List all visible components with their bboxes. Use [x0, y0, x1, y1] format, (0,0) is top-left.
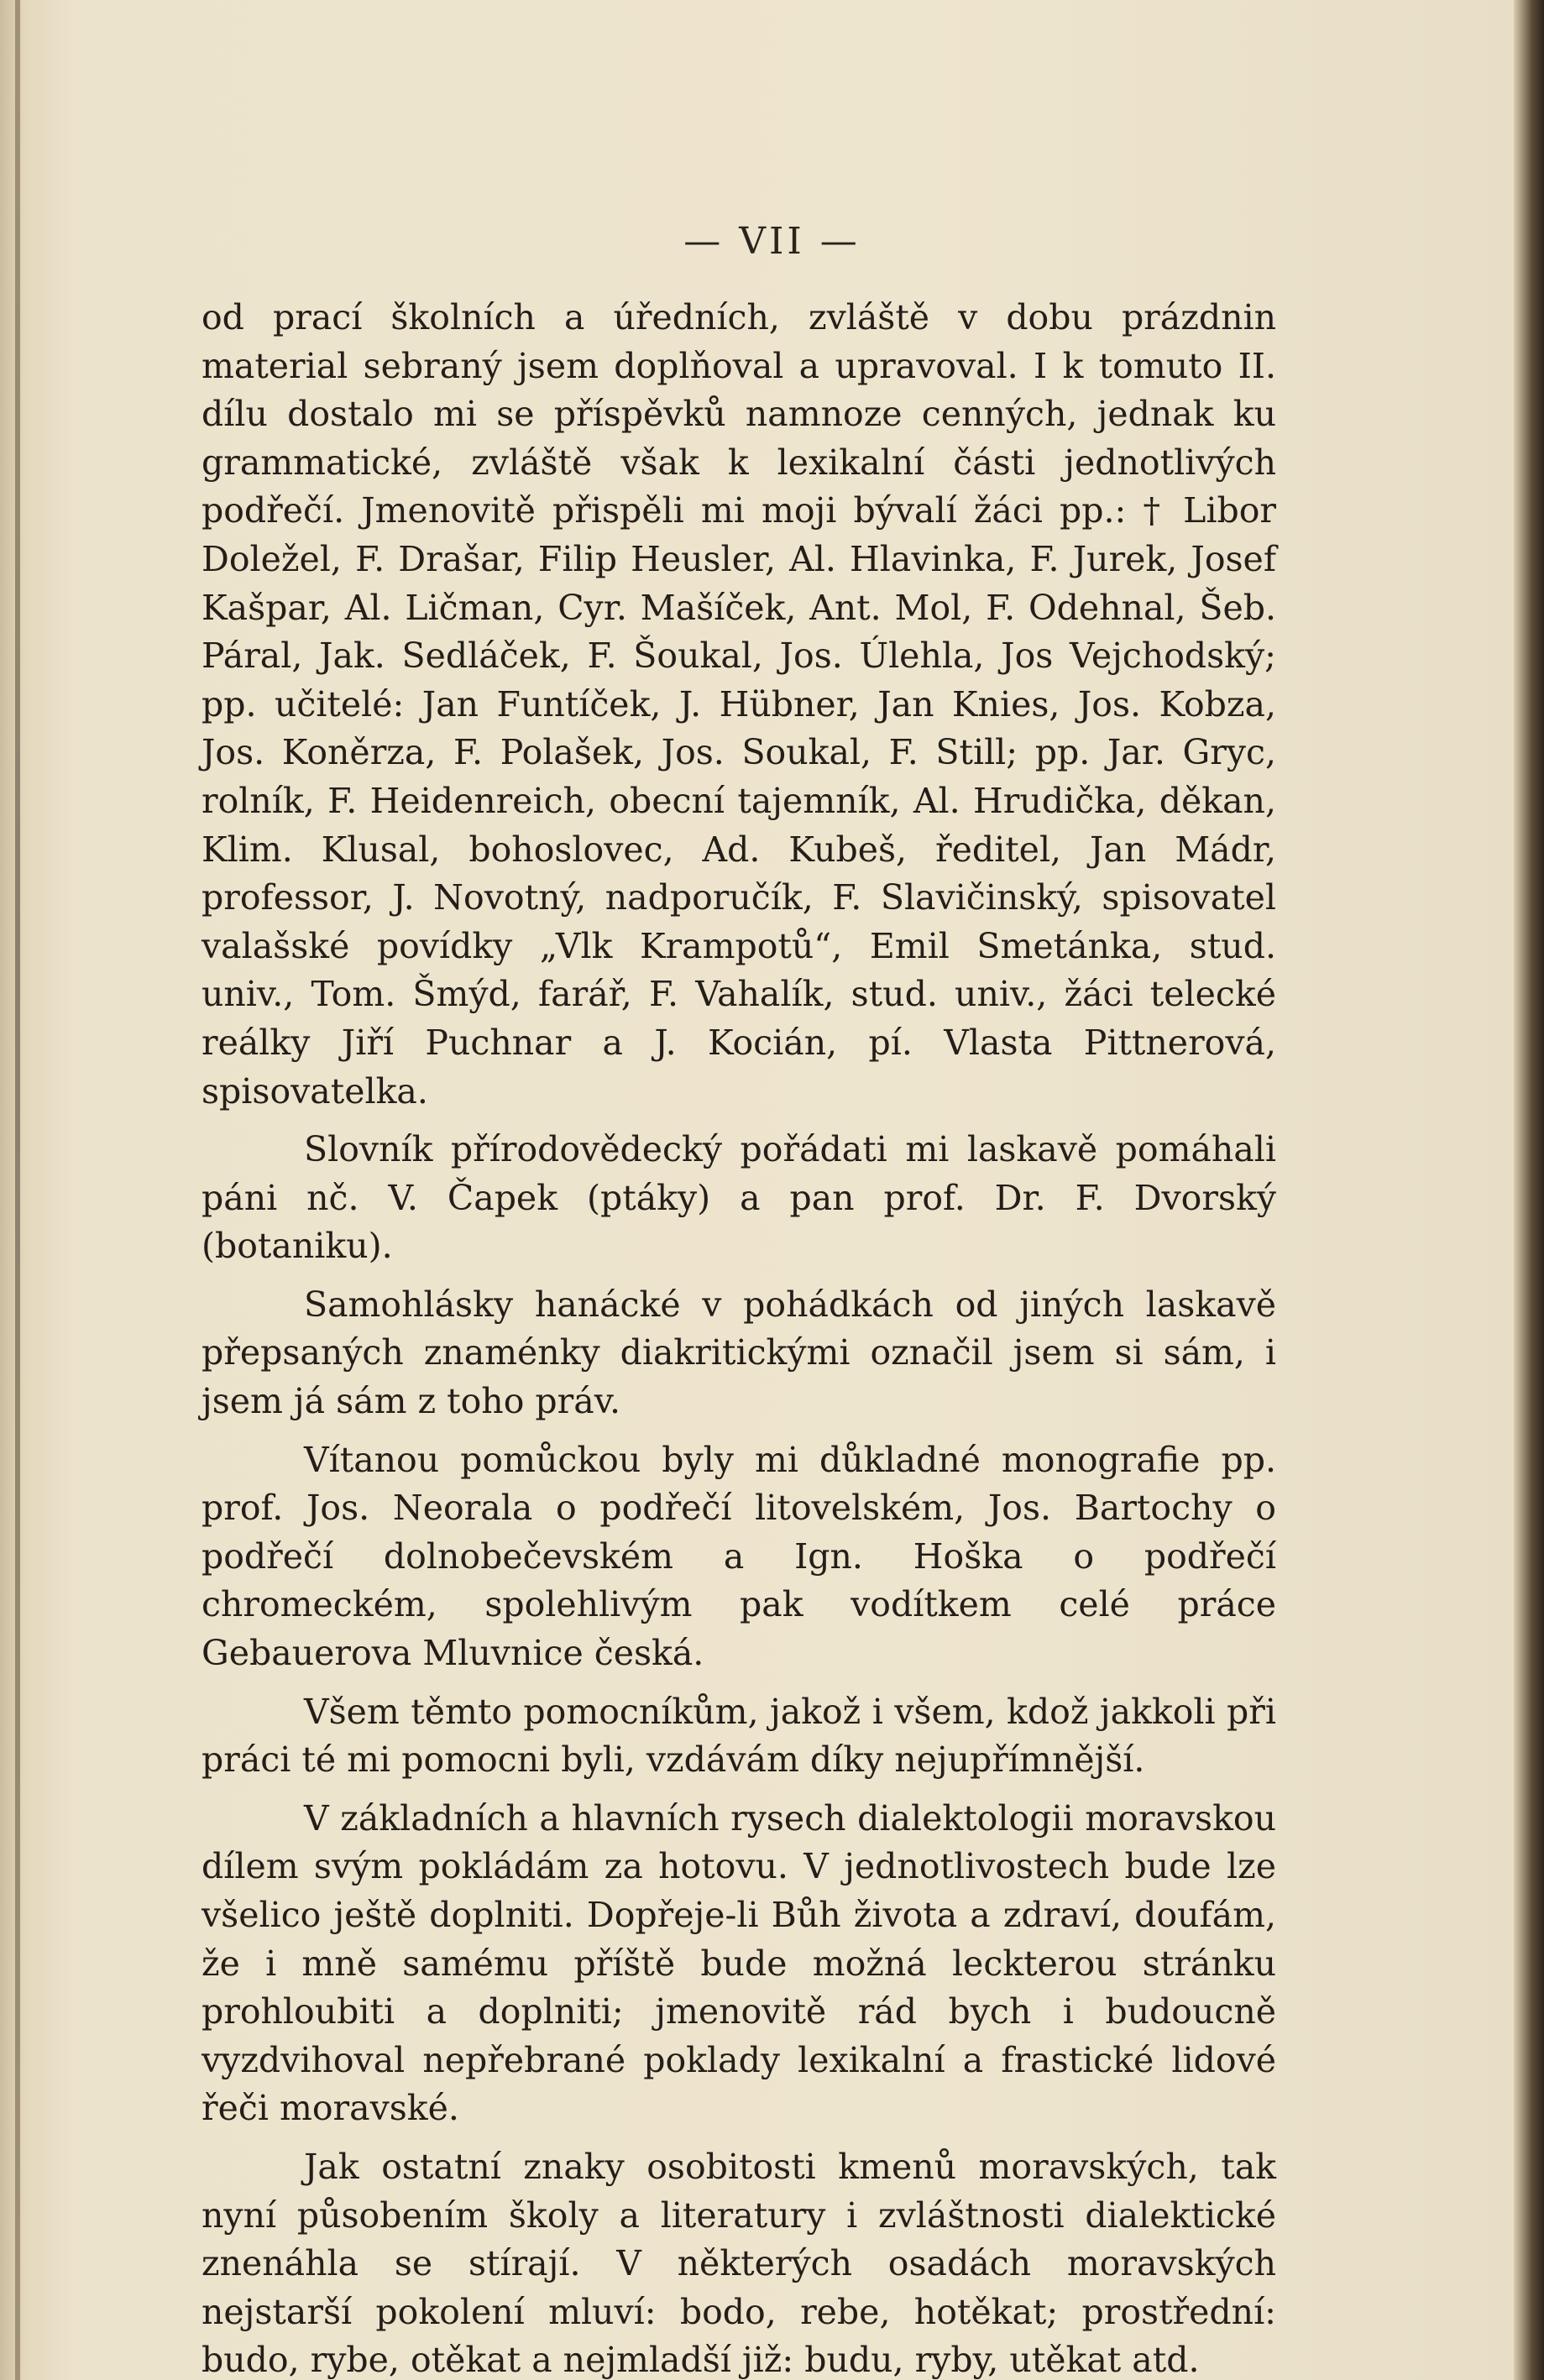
paragraph-5: Všem těmto pomocníkům, jakož i všem, kdož jakkoli při práci té mi pomocni byli, vzdávám díky nejupřímnější.	[202, 1691, 1276, 1781]
binding-gutter	[15, 0, 20, 2380]
paragraph-4: Vítanou pomůckou byly mi důkladné monografie pp. prof. Jos. Neorala o podřečí litovelském, Jos. Bartochy o podřečí dolnobečevském a Ign. Hoška o podřečí chromeckém, spolehlivým pak vodítkem celé práce Gebauerova Mluvnice česká.	[202, 1439, 1276, 1674]
paragraph-1: od prací školních a úředních, zvláště v dobu prázdnin material sebraný jsem doplňoval a upravoval. I k tomuto II. dílu dostalo mi se příspěvků namnoze cenných, jednak ku grammatické, zvláště však k lexikalní části jednotlivých podřečí. Jmenovitě přispěli mi moji bývalí žáci pp.: † Libor Doležel, F. Drašar, Filip Heusler, Al. Hlavinka, F. Jurek, Josef Kašpar, Al. Ličman, Cyr. Mašíček, Ant. Mol, F. Odehnal, Šeb. Páral, Jak. Sedláček, F. Šoukal, Jos. Úlehla, Jos Vejchodský; pp. učitelé: Jan Funtíček, J. Hübner, Jan Knies, Jos. Kobza, Jos. Koněrza, F. Polašek, Jos. Soukal, F. Still; pp. Jar. Gryc, rolník, F. Heidenreich, obecní tajemník, Al. Hrudička, děkan, Klim. Klusal, bohoslovec, Ad. Kubeš, ředitel, Jan Mádr, professor, J. Novotný, nadporučík, F. Slavičinský, spisovatel valašské povídky „Vlk Krampotů“, Emil Smetánka, stud. univ., Tom. Šmýd, farář, F. Vahalík, stud. univ., žáci telecké reálky Jiří Puchnar a J. Kocián, pí. Vlasta Pittnerová, spisovatelka.	[202, 297, 1276, 1112]
body-text	[202, 294, 1276, 2380]
paragraph-2: Slovník přírodovědecký pořádati mi laskavě pomáhali páni nč. V. Čapek (ptáky) a pan prof. Dr. F. Dvorský (botaniku).	[202, 1129, 1276, 1267]
paragraph-6: V základních a hlavních rysech dialektologii moravskou dílem svým pokládám za hotovu. V jednotlivostech bude lze všelico ještě doplniti. Dopřeje-li Bůh života a zdraví, doufám, že i mně samému příště bude možná leckterou stránku prohloubiti a doplniti; jmenovitě rád bych i budoucně vyzdvihoval nepřebrané poklady lexikalní a frastické lidové řeči moravské.	[202, 1797, 1276, 2129]
paragraph-7: Jak ostatní znaky osobitosti kmenů moravských, tak nyní působením školy a literatury i zvláštnosti dialektické znenáhla se stírají. V některých osadách moravských nejstarší pokolení mluví: bodo, rebe, hotěkat; prostřední: budo, rybe, otěkat a nejmladší již: budu, ryby, utěkat atd.	[202, 2146, 1276, 2380]
page-number-header: — VII —	[683, 220, 861, 263]
paragraph-3: Samohlásky hanácké v pohádkách od jiných laskavě přepsaných znaménky diakritickými označil jsem si sám, i jsem já sám z toho práv.	[202, 1284, 1276, 1422]
page-edge-shadow	[1514, 0, 1544, 2380]
